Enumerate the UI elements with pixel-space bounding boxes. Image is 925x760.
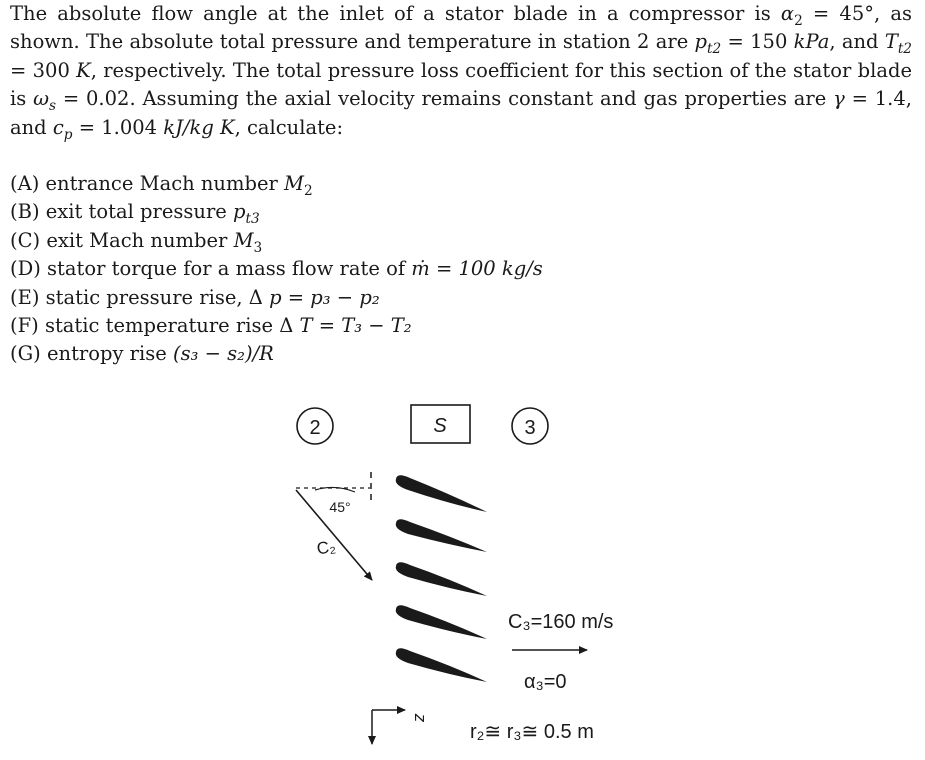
item-math: p bbox=[233, 200, 246, 224]
pressure-subscript: t2 bbox=[707, 41, 722, 58]
item-text: (E) static pressure rise, Δ bbox=[10, 285, 270, 309]
intro-text: = 1.4, and bbox=[10, 87, 912, 139]
item-subscript: 2 bbox=[304, 182, 313, 199]
item-math: M bbox=[233, 228, 254, 252]
intro-text: , and bbox=[829, 30, 885, 54]
pressure-unit: kPa bbox=[793, 30, 830, 54]
item-tail: = T₃ − T₂ bbox=[312, 314, 412, 338]
cp-subscript: p bbox=[63, 126, 73, 143]
stator-blade bbox=[396, 562, 487, 596]
cp-unit: kJ/kg K bbox=[163, 115, 235, 139]
omega-subscript: s bbox=[49, 98, 57, 115]
angle-label: 45° bbox=[329, 499, 351, 515]
gamma-symbol: γ bbox=[833, 87, 845, 111]
item-text: (A) entrance Mach number bbox=[10, 172, 285, 195]
intro-text: = 0.02. Assuming the axial velocity remains constant and gas properties are bbox=[56, 87, 834, 111]
item-text: (C) exit Mach number bbox=[10, 228, 234, 252]
pressure-symbol: p bbox=[694, 30, 708, 54]
stator-blade bbox=[396, 648, 487, 682]
temperature-subscript: t2 bbox=[897, 41, 912, 58]
exit-angle-label: α₃=0 bbox=[524, 671, 567, 693]
angle-arc bbox=[315, 487, 355, 492]
item-math: ṁ bbox=[411, 257, 430, 281]
station-2-marker bbox=[297, 408, 333, 444]
stator-label: S bbox=[433, 415, 447, 437]
item-text: (B) exit total pressure bbox=[10, 200, 234, 224]
stator-blade bbox=[396, 475, 487, 512]
alpha-subscript: 2 bbox=[794, 12, 803, 29]
temperature-unit: K bbox=[76, 58, 91, 82]
station-3-label: 3 bbox=[524, 417, 536, 439]
stator-blade bbox=[396, 605, 487, 639]
stator-box bbox=[411, 405, 470, 443]
item-text: (F) static temperature rise Δ bbox=[10, 314, 300, 338]
axis-label: z bbox=[411, 713, 430, 723]
alpha-symbol: α bbox=[780, 2, 795, 25]
inlet-velocity-label: C₂ bbox=[315, 536, 337, 559]
item-subscript: t3 bbox=[245, 211, 260, 228]
item-tail: = 100 kg/s bbox=[429, 257, 543, 281]
intro-text: = 1.004 bbox=[72, 115, 164, 139]
radius-label: r₂≅ r₃≅ 0.5 m bbox=[470, 721, 594, 743]
temperature-symbol: T bbox=[884, 30, 898, 54]
item-math: (s₃ − s₂)/R bbox=[173, 342, 274, 366]
item-math: T bbox=[299, 314, 313, 338]
intro-text: , calculate: bbox=[234, 115, 344, 139]
item-math: M bbox=[284, 172, 304, 195]
intro-text: = 150 bbox=[721, 30, 794, 54]
stator-blade bbox=[396, 519, 487, 552]
item-math: p bbox=[269, 285, 282, 309]
station-2-label: 2 bbox=[309, 417, 321, 439]
intro-text: The absolute flow angle at the inlet of a stator blade in a compressor is bbox=[10, 2, 781, 25]
intro-text: , respectively. The total pressure loss coefficient for this section of the stator blade is bbox=[10, 58, 912, 111]
item-tail: = p₃ − p₂ bbox=[281, 285, 380, 309]
item-subscript: 3 bbox=[253, 239, 263, 256]
omega-symbol: ω bbox=[33, 87, 49, 111]
exit-velocity-label: C₃=160 m/s bbox=[508, 611, 614, 633]
blade-row bbox=[396, 475, 487, 682]
item-text: (G) entropy rise bbox=[10, 342, 173, 366]
intro-text: = 300 bbox=[10, 58, 77, 82]
cp-symbol: c bbox=[52, 115, 64, 139]
coordinate-axes bbox=[372, 710, 430, 744]
item-text: (D) stator torque for a mass flow rate of bbox=[10, 257, 412, 281]
station-3-marker bbox=[512, 408, 548, 444]
intro-text: = 45°, as shown. The absolute total pressure and temperature in station 2 are bbox=[10, 2, 912, 54]
